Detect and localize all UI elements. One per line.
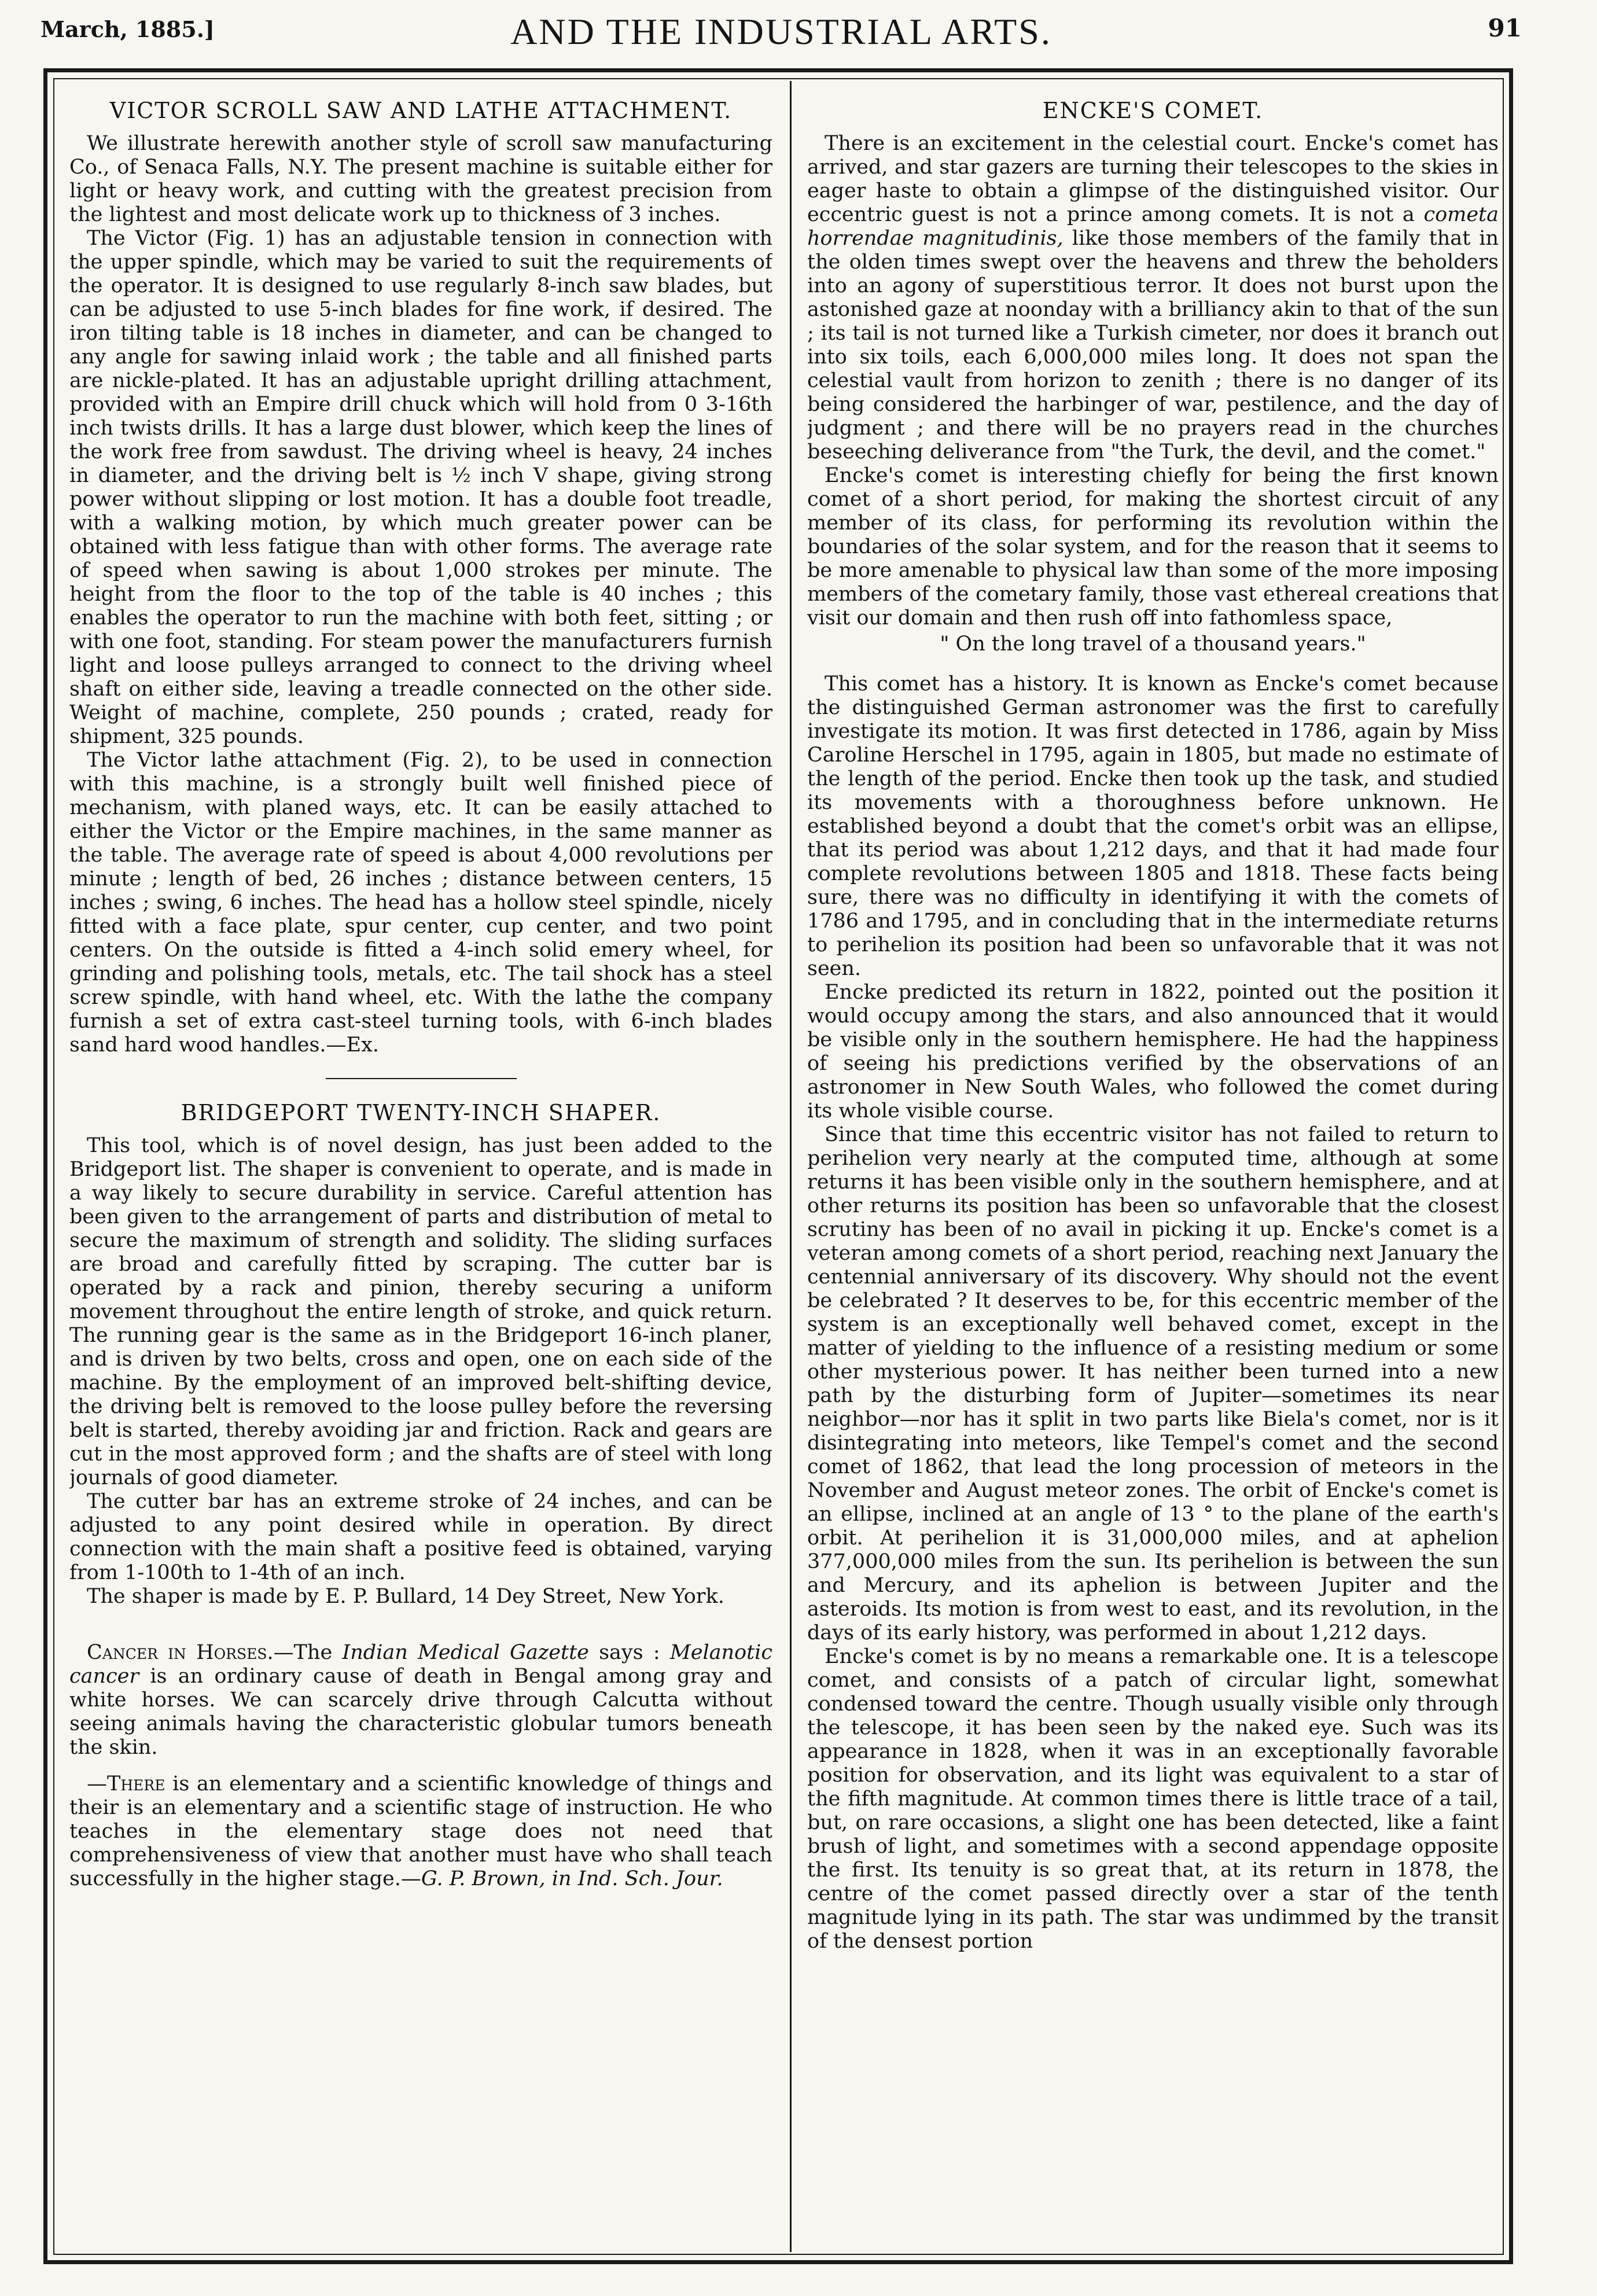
encke-paragraph-6: Encke's comet is by no means a remarkable one. It is a telescope comet, and consists of a patch of circular light, somewhat condensed toward the centre. Though usually visible only through the telescope, it has been seen by the naked eye. Such was its appearance in 1828, when it was in an exceptionally favorable position for observation, and its light was equivalent to a star of the fifth magnitude. At common times there is little trace of a tail, but, on rare occasions, a slight one has been detected, like a faint brush of light, and sometimes with a second appendage opposite the first. Its tenuity is so great that, at its return in 1878, the centre of the comet passed directly over a star of the tenth magnitude lying in its path. The star was undimmed by the transit of the densest portion	[807, 1645, 1499, 1953]
encke-paragraph-2: Encke's comet is interesting chiefly for being the first known comet of a short period, for making the shortest circuit of any member of its class, for performing its revolution within the boundaries of the solar system, and for the reason that it seems to be more amenable to physical law than some of the more imposing members of the cometary family, those vast ethereal creations that visit our domain and then rush off into fathomless space,	[807, 464, 1499, 630]
encke-paragraph-1: There is an excitement in the celestial court. Encke's comet has arrived, and star gazers are turning their telescopes to the skies in eager haste to obtain a glimpse of the distinguished visitor. Our eccentric guest is not a prince among comets. It is not a cometa horrendae magnitudinis, like those members of the family that in the olden times swept over the heavens and threw the beholders into an agony of superstitious terror. It does not burst upon the astonished gaze at noonday with a brilliancy akin to that of the sun ; its tail is not turned like a Turkish cimeter, nor does it branch out into six toils, each 6,000,000 miles long. It does not span the celestial vault from horizon to zenith ; there is no danger of its being considered the harbinger of war, pestilence, and the day of judgment ; and there will be no prayers read in the churches beseeching deliverance from "the Turk, the devil, and the comet."	[807, 132, 1499, 463]
bridgeport-paragraph-3: The shaper is made by E. P. Bullard, 14 Dey Street, New York.	[87, 1585, 724, 1608]
encke-paragraph-3: This comet has a history. It is known as Encke's comet because the distinguished German astronomer was the first to carefully investigate its motion. It was first detected in 1786, again by Miss Caroline Herschel in 1795, again in 1805, but made no estimate of the length of the period. Encke then took up the task, and studied its movements with a thoroughness before unknown. He established beyond a doubt that the comet's orbit was an ellipse, that its period was about 1,212 days, and that it had made four complete revolutions between 1805 and 1818. These facts being sure, there was no difficulty in identifying it with the comets of 1786 and 1795, and in concluding that in the intermediate returns to perihelion its position had been so unfavorable that it was not seen.	[807, 672, 1499, 980]
there-paragraph: —There is an elementary and a scientific knowledge of things and their is an elementary and a scientific stage of instruction. He who teaches in the elementary stage does not need that comprehensiveness of view that another must have who shall teach successfully in the higher stage.—G. P. Brown, in Ind. Sch. Jour.	[69, 1772, 772, 1890]
section-divider	[326, 1078, 517, 1079]
page-header	[41, 10, 1522, 62]
encke-paragraph-5: Since that time this eccentric visitor has not failed to return to perihelion very nearly at the computed time, although at some returns it has been visible only in the southern hemisphere, and at other returns its position has been so unfavorable that the closest scrutiny has been of no avail in picking it up. Encke's comet is a veteran among comets of a short period, reaching next January the centennial anniversary of its discovery. Why should not the event be celebrated ? It deserves to be, for this eccentric member of the system is an exceptionally well behaved comet, except in the matter of yielding to the influence of a resisting medium or some other mysterious power. It has neither been turned into a new path by the disturbing form of Jupiter—sometimes its near neighbor—nor has it split in two parts like Biela's comet, nor is it disintegrating into meteors, like Tempel's comet and the second comet of 1862, that lead the long procession of meteors in the November and August meteor zones. The orbit of Encke's comet is an ellipse, inclined at an angle of 13 ° to the plane of the earth's orbit. At perihelion it is 31,000,000 miles, and at aphelion 377,000,000 miles from the sun. Its perihelion is between the sun and Mercury, and its aphelion is between Jupiter and the asteroids. Its motion is from west to east, and its revolution, in the days of its early history, was performed in about 1,212 days.	[807, 1123, 1499, 1644]
victor-paragraph-1: We illustrate herewith another style of scroll saw manufacturing Co., of Senaca Falls, N.Y. The present machine is suitable either for light or heavy work, and cutting with the greatest precision from the lightest and most delicate work up to thickness of 3 inches.	[69, 132, 772, 226]
article-title-victor: VICTOR SCROLL SAW AND LATHE ATTACHMENT.	[109, 98, 733, 123]
there-lead: —There	[87, 1772, 165, 1795]
left-column	[69, 95, 772, 2248]
note-cancer-in-horses	[69, 1641, 772, 1760]
article-title-bridgeport: BRIDGEPORT TWENTY-INCH SHAPER.	[181, 1100, 661, 1125]
victor-paragraph-3: The Victor lathe attachment (Fig. 2), to be used in connection with this machine, is a strongly built well finished piece of mechanism, with planed ways, etc. It can be easily attached to either the Victor or the Empire machines, in the same manner as the table. The average rate of speed is about 4,000 revolutions per minute ; length of bed, 26 inches ; distance between centers, 15 inches ; swing, 6 inches. The head has a hollow steel spindle, nicely fitted with a face plate, spur center, cup center, and two point centers. On the outside is fitted a 4-inch solid emery wheel, for grinding and polishing tools, metals, etc. The tail shock has a steel screw spindle, with hand wheel, etc. With the lathe the company furnish a set of extra cast-steel turning tools, with 6-inch blades sand hard wood handles.—Ex.	[69, 749, 772, 1057]
encke-quote: " On the long travel of a thousand years."	[940, 632, 1366, 656]
cancer-source: Indian Medical Gazette	[342, 1641, 589, 1664]
encke-paragraph-4: Encke predicted its return in 1822, pointed out the position it would occupy among the stars, and also announced that it would be visible only in the southern hemisphere. He had the happiness of seeing his predictions verified by the observations of an astronomer in New South Wales, who followed the comet during its whole visible course.	[807, 981, 1499, 1123]
article-bridgeport	[69, 1101, 772, 1609]
note-elementary-knowledge	[69, 1772, 772, 1891]
issue-date: March, 1885.]	[41, 16, 215, 42]
right-column	[807, 95, 1499, 2248]
column-divider	[790, 81, 792, 2252]
there-citation: G. P. Brown, in Ind. Sch. Jour.	[421, 1867, 723, 1890]
article-encke	[807, 99, 1499, 1953]
article-title-encke: ENCKE'S COMET.	[1042, 98, 1264, 123]
page-number: 91	[1488, 14, 1522, 42]
bridgeport-paragraph-2: The cutter bar has an extreme stroke of 24 inches, and can be adjusted to any point desired while in operation. By direct connection with the main shaft a positive feed is obtained, varying from 1-100th to 1-4th of an inch.	[69, 1490, 772, 1584]
article-victor	[69, 99, 772, 1057]
running-title: AND THE INDUSTRIAL ARTS.	[510, 11, 1052, 52]
cancer-term: Melanotic cancer	[69, 1641, 772, 1688]
cancer-lead: Cancer in Horses.	[87, 1641, 274, 1664]
cancer-paragraph: Cancer in Horses.—The Indian Medical Gazette says : Melanotic cancer is an ordinary cause of death in Bengal among gray and white horses. We can scarcely drive through Calcutta without seeing animals having the characteristic globular tumors beneath the skin.	[69, 1641, 772, 1759]
latin-phrase: cometa horrendae magnitudinis,	[807, 203, 1499, 250]
bridgeport-paragraph-1: This tool, which is of novel design, has just been added to the Bridgeport list. The shaper is convenient to operate, and is made in a way likely to secure durability in service. Careful attention has been given to the arrangement of parts and distribution of metal to secure the maximum of strength and solidity. The sliding surfaces are broad and carefully fitted by scraping. The cutter bar is operated by a rack and pinion, thereby securing a uniform movement throughout the entire length of stroke, and quick return. The running gear is the same as in the Bridgeport 16-inch planer, and is driven by two belts, cross and open, one on each side of the machine. By the employment of an improved belt-shifting device, the driving belt is removed to the loose pulley before the reversing belt is started, thereby avoiding jar and friction. Rack and gears are cut in the most approved form ; and the shafts are of steel with long journals of good diameter.	[69, 1134, 772, 1489]
victor-paragraph-2: The Victor (Fig. 1) has an adjustable tension in connection with the upper spindle, which may be varied to suit the requirements of the operator. It is designed to use regularly 8-inch saw blades, but can be adjusted to use 5-inch blades for fine work, if desired. The iron tilting table is 18 inches in diameter, and can be changed to any angle for sawing inlaid work ; the table and all finished parts are nickle-plated. It has an adjustable upright drilling attachment, provided with an Empire drill chuck which will hold from 0 3-16th inch twists drills. It has a large dust blower, which keep the lines of the work free from sawdust. The driving wheel is heavy, 24 inches in diameter, and the driving belt is ½ inch V shape, giving strong power without slipping or lost motion. It has a double foot treadle, with a walking motion, by which much greater power can be obtained with less fatigue than with other forms. The average rate of speed when sawing is about 1,000 strokes per minute. The height from the floor to the top of the table is 40 inches ; this enables the operator to run the machine with both feet, sitting ; or with one foot, standing. For steam power the manufacturers furnish light and loose pulleys arranged to connect to the driving wheel shaft on either side, leaving a treadle connected on the other side. Weight of machine, complete, 250 pounds ; crated, ready for shipment, 325 pounds.	[69, 227, 772, 748]
